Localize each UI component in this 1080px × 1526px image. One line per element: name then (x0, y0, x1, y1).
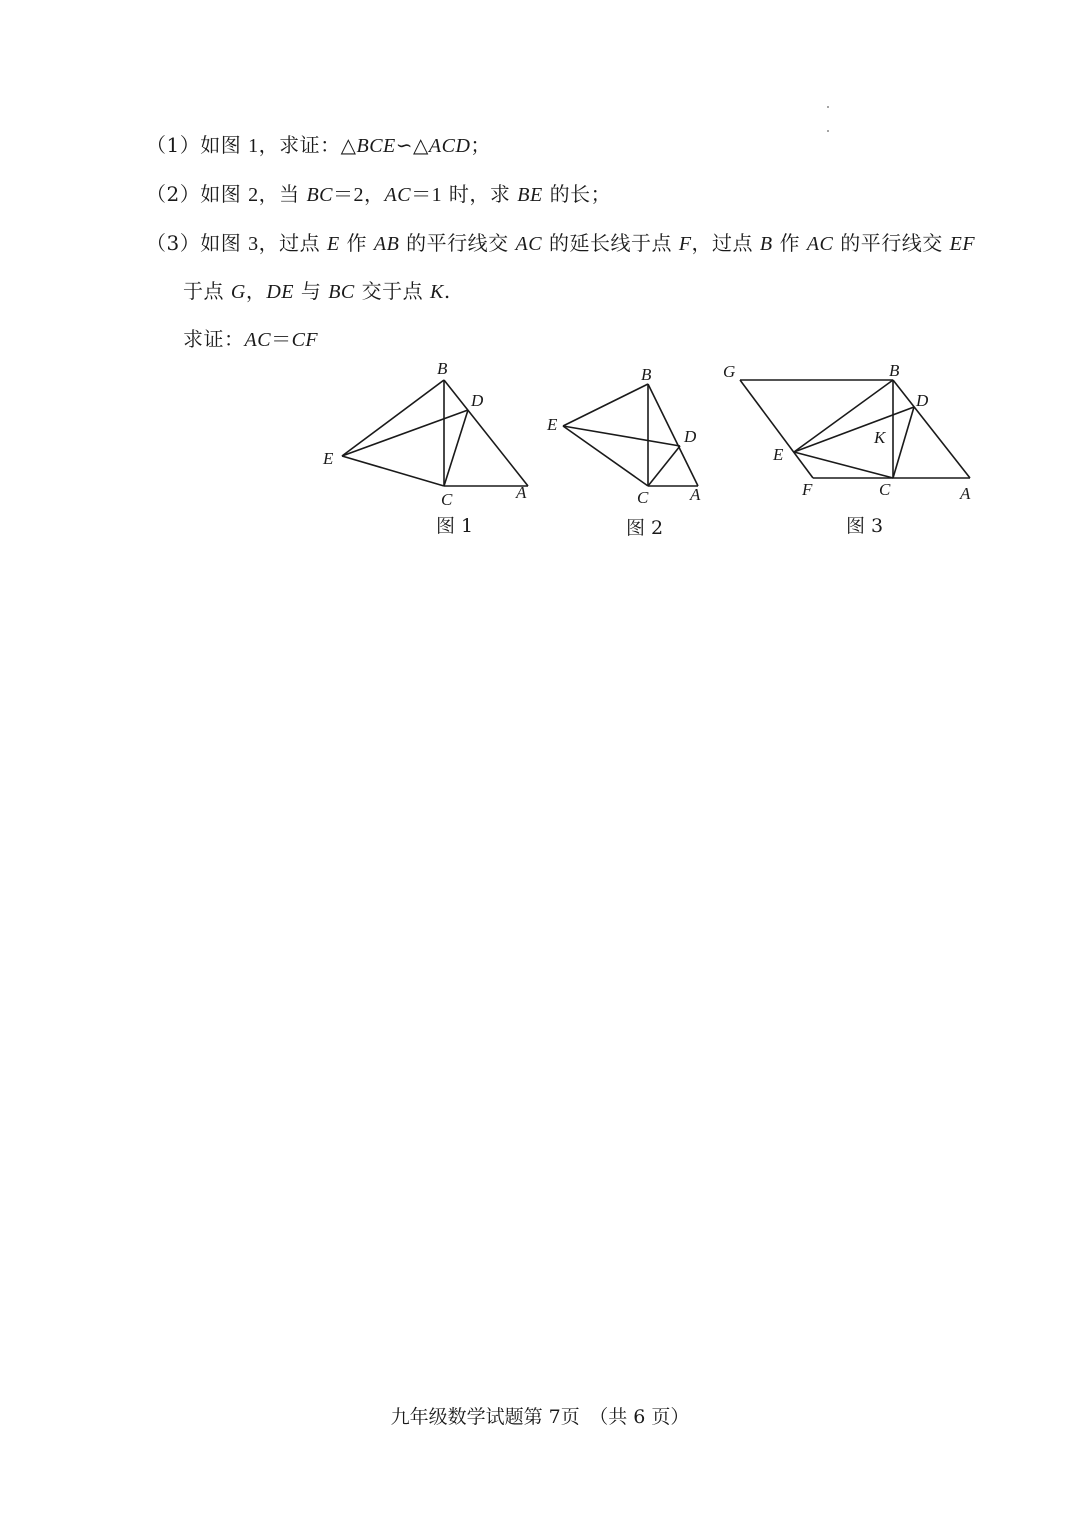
segment-ed (342, 410, 468, 456)
point-label-b: B (641, 365, 652, 384)
point-label-g: G (723, 362, 736, 381)
point-label-k: K (874, 428, 886, 447)
point-label-d: D (684, 427, 697, 446)
segment-eb (342, 380, 444, 456)
point-label-d: D (916, 391, 929, 410)
segment-ed (794, 407, 914, 452)
question-number: （3） (146, 231, 201, 255)
point-label-c: C (637, 488, 649, 507)
figure-3 (723, 361, 971, 537)
point-label-a: A (690, 485, 701, 504)
point-label-b: B (437, 359, 448, 378)
point-label-e: E (547, 415, 558, 434)
point-label-a: A (516, 483, 527, 502)
point-label-e: E (323, 449, 334, 468)
figure-2 (546, 365, 701, 539)
point-label-b: B (889, 361, 900, 380)
question-2: （2）如图 2，当 BC＝2，AC＝1 时，求 BE 的长； (146, 182, 612, 206)
segment-ec (563, 426, 648, 486)
point-label-d: D (471, 391, 484, 410)
figure-caption: 图 3 (846, 515, 884, 537)
point-label-c: C (879, 480, 891, 499)
point-label-f: F (802, 480, 813, 499)
segment-ec (342, 456, 444, 486)
segment-dc (444, 410, 468, 486)
question-1: （1）如图 1，求证：△BCE∽△ACD； (146, 133, 491, 157)
page-footer: 九年级数学试题第 7页 （共 6 页） (390, 1406, 690, 1428)
figure-1 (322, 359, 528, 537)
segment-ab (444, 380, 528, 486)
segment-ed (563, 426, 680, 446)
segment-ec (794, 452, 893, 478)
segment-dc (893, 407, 914, 478)
question-number: （1） (146, 133, 201, 157)
point-label-e: E (773, 445, 784, 464)
figure-caption: 图 1 (436, 515, 474, 537)
segment-dc (648, 446, 680, 486)
point-label-c: C (441, 490, 453, 509)
figures (0, 0, 1080, 560)
question-number: （2） (146, 182, 201, 206)
segment-ba (893, 380, 970, 478)
figure-caption: 图 2 (626, 517, 664, 539)
question-3-line-2: 于点 G，DE 与 BC 交于点 K. (183, 279, 451, 303)
question-3-line-1: （3）如图 3，过点 E 作 AB 的平行线交 AC 的延长线于点 F，过点 B 作 AC 的平行线交 EF (146, 231, 976, 255)
segment-eb (563, 384, 648, 426)
point-label-a: A (960, 484, 971, 503)
question-3-line-3: 求证：AC＝CF (183, 327, 319, 351)
